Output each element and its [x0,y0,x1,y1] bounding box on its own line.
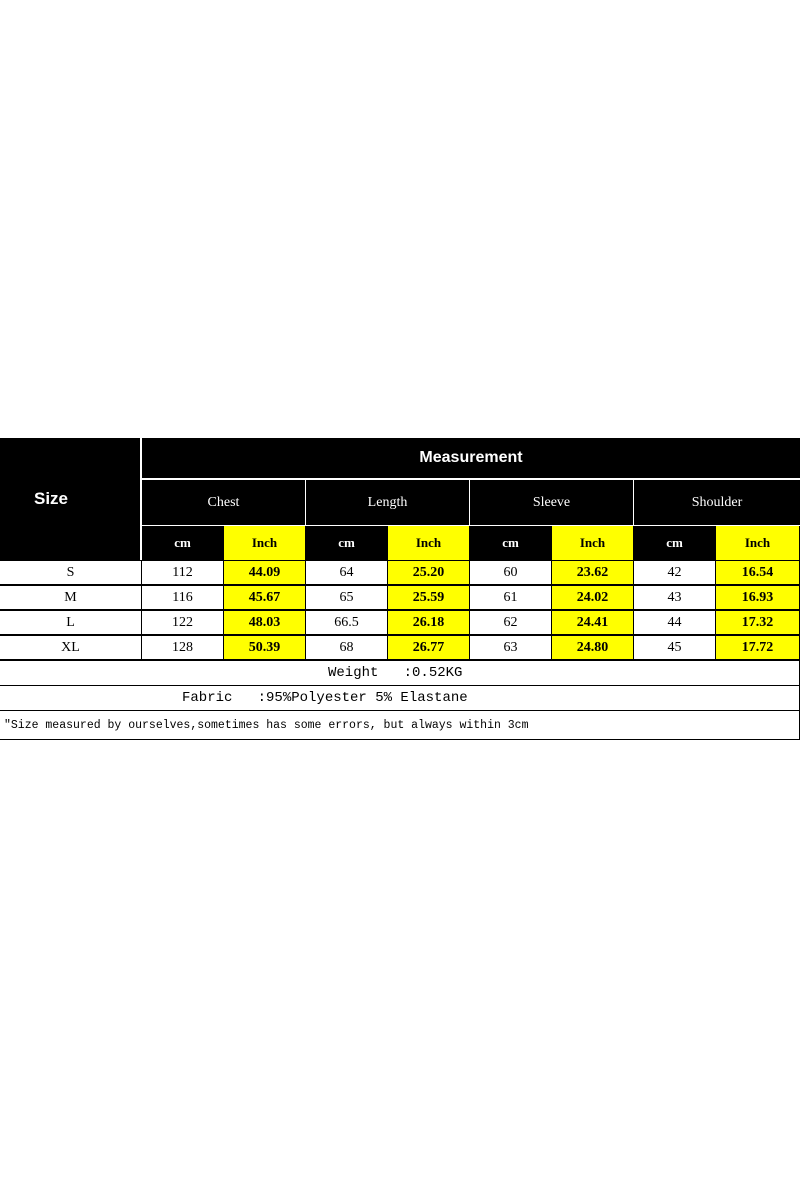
measurement-header: Measurement [142,438,800,480]
chest-inch-unit: Inch [224,526,306,560]
table-header [0,438,800,560]
size-note: "Size measured by ourselves,sometimes has some errors, but always within 3cm [0,710,800,740]
chest-inch-cell: 50.39 [224,636,306,660]
size-chart-table [0,438,800,740]
table-row [0,560,800,585]
weight-row: Weight :0.52KG [0,660,800,685]
table-row [0,635,800,660]
shoulder-header: Shoulder [634,480,800,526]
sleeve-inch-cell: 23.62 [552,561,634,585]
sleeve-inch-cell: 24.80 [552,636,634,660]
length-inch-cell: 26.77 [388,636,470,660]
sleeve-cm-cell: 62 [470,611,552,635]
table-row [0,610,800,635]
sleeve-cm-cell: 63 [470,636,552,660]
unit-row [142,526,800,560]
sleeve-cm-cell: 60 [470,561,552,585]
shoulder-cm-unit: cm [634,526,716,560]
length-inch-cell: 25.20 [388,561,470,585]
chest-cm-cell: 128 [142,636,224,660]
length-cm-cell: 66.5 [306,611,388,635]
shoulder-inch-cell: 16.54 [716,561,800,585]
length-cm-cell: 65 [306,586,388,610]
length-cm-cell: 68 [306,636,388,660]
sleeve-inch-cell: 24.41 [552,611,634,635]
chest-cm-cell: 116 [142,586,224,610]
shoulder-cm-cell: 43 [634,586,716,610]
sleeve-inch-cell: 24.02 [552,586,634,610]
shoulder-inch-cell: 16.93 [716,586,800,610]
chest-cm-unit: cm [142,526,224,560]
size-cell: S [0,561,142,585]
length-inch-cell: 25.59 [388,586,470,610]
length-inch-unit: Inch [388,526,470,560]
shoulder-inch-unit: Inch [716,526,800,560]
length-cm-cell: 64 [306,561,388,585]
sleeve-cm-cell: 61 [470,586,552,610]
size-column-header: Size [0,438,142,560]
shoulder-cm-cell: 42 [634,561,716,585]
size-cell: L [0,611,142,635]
shoulder-cm-cell: 44 [634,611,716,635]
shoulder-inch-cell: 17.72 [716,636,800,660]
table-row [0,585,800,610]
size-cell: M [0,586,142,610]
shoulder-cm-cell: 45 [634,636,716,660]
length-inch-cell: 26.18 [388,611,470,635]
measurement-header-group [142,438,800,560]
chest-cm-cell: 122 [142,611,224,635]
sleeve-inch-unit: Inch [552,526,634,560]
size-cell: XL [0,636,142,660]
chest-inch-cell: 44.09 [224,561,306,585]
chest-header: Chest [142,480,306,526]
chest-inch-cell: 48.03 [224,611,306,635]
chest-cm-cell: 112 [142,561,224,585]
length-cm-unit: cm [306,526,388,560]
measure-group-row [142,480,800,526]
chest-inch-cell: 45.67 [224,586,306,610]
fabric-row: Fabric :95%Polyester 5% Elastane [0,685,800,710]
length-header: Length [306,480,470,526]
sleeve-header: Sleeve [470,480,634,526]
shoulder-inch-cell: 17.32 [716,611,800,635]
sleeve-cm-unit: cm [470,526,552,560]
